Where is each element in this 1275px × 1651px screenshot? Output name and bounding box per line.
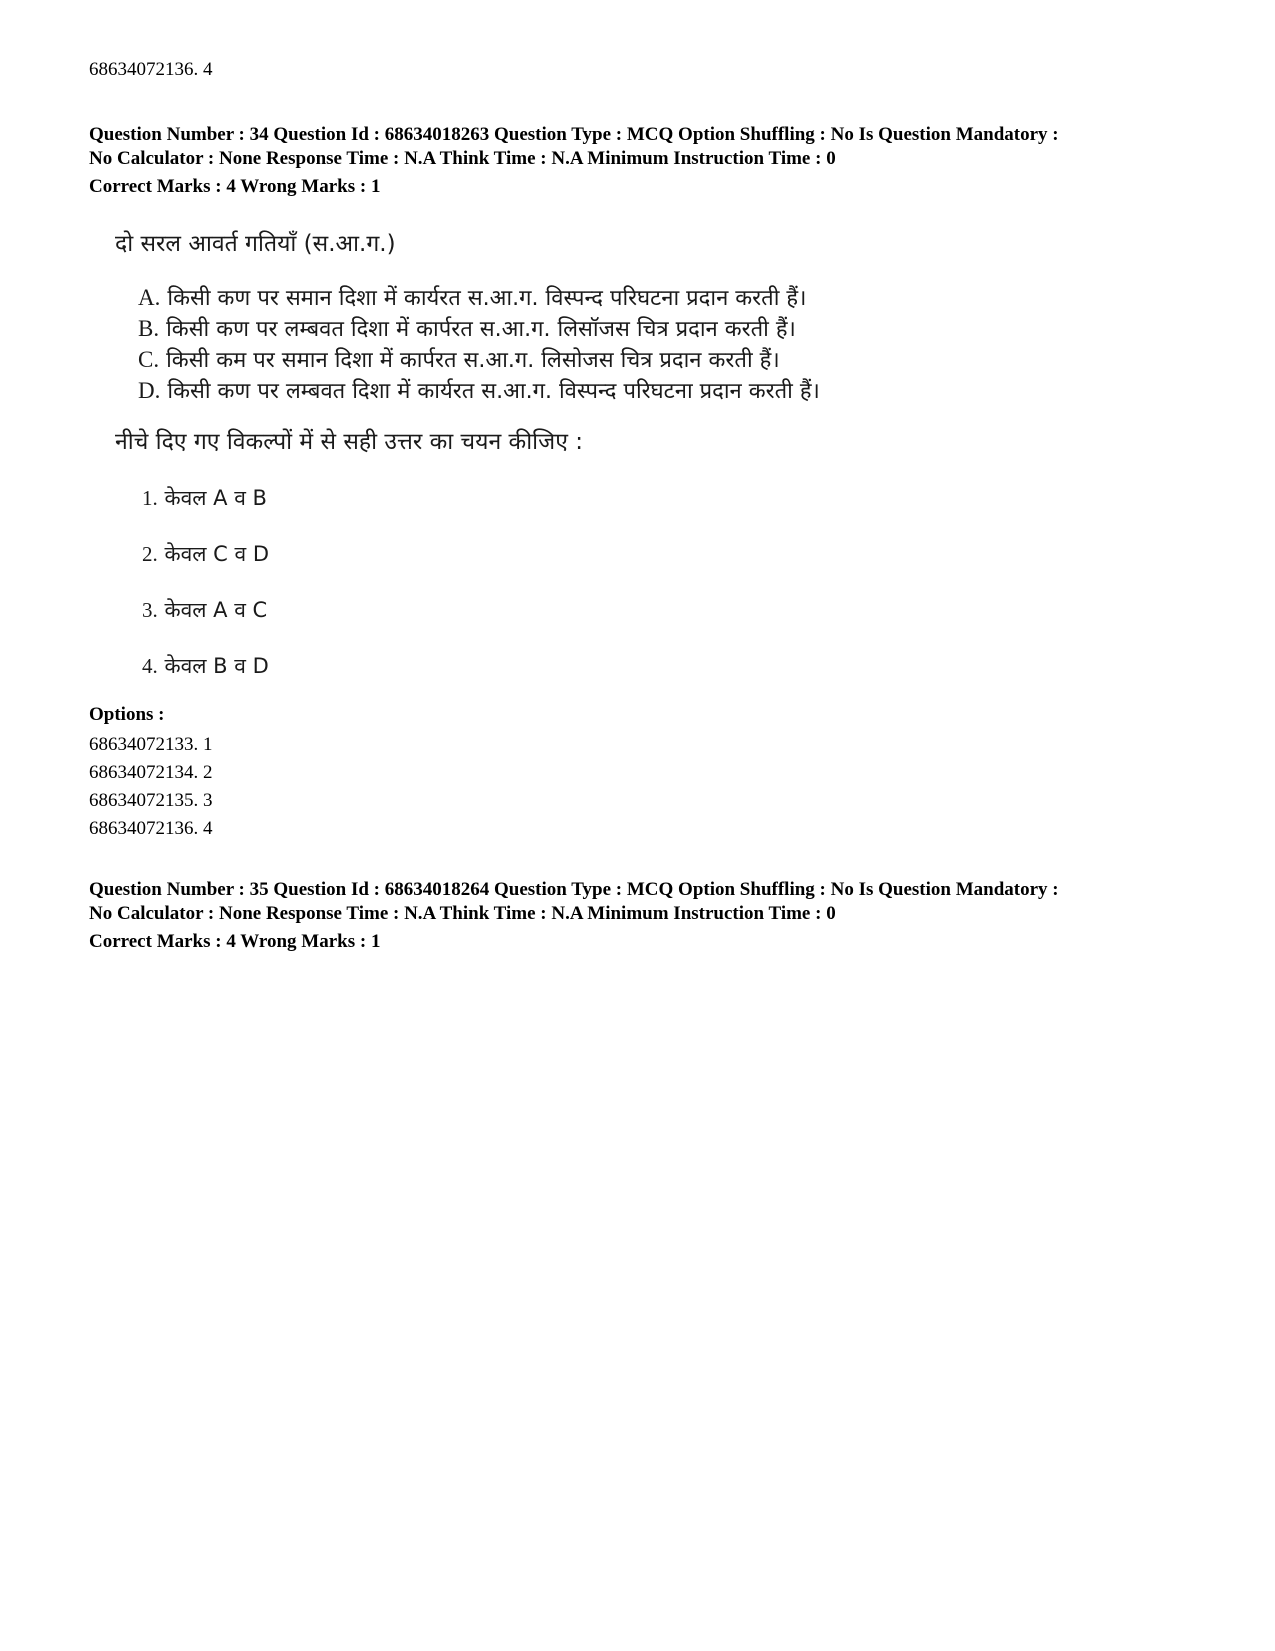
question-35-meta-line1: Question Number : 35 Question Id : 68634018264 Question Type : MCQ Option Shuffling : No Is Question Mandatory : bbox=[89, 879, 1059, 900]
question-34-marks: Correct Marks : 4 Wrong Marks : 1 bbox=[89, 176, 381, 197]
statement-c: C. किसी कम पर समान दिशा में कार्परत स.आ.ग. लिसोजस चित्र प्रदान करती हैं। bbox=[138, 347, 780, 373]
question-34-statements bbox=[138, 283, 938, 407]
choice-2: 2. केवल C व D bbox=[142, 542, 270, 566]
option-item-4: 68634072136. 4 bbox=[89, 818, 213, 839]
choice-4: 4. केवल B व D bbox=[142, 654, 269, 678]
question-35-header bbox=[89, 878, 1059, 954]
statement-b: B. किसी कण पर लम्बवत दिशा में कार्परत स.आ.ग. लिसॉजस चित्र प्रदान करती हैं। bbox=[138, 316, 796, 342]
choice-1: 1. केवल A व B bbox=[142, 486, 267, 510]
question-34-meta-line2: No Calculator : None Response Time : N.A Think Time : N.A Minimum Instruction Time : 0 bbox=[89, 148, 836, 169]
question-35-meta-line2: No Calculator : None Response Time : N.A Think Time : N.A Minimum Instruction Time : 0 bbox=[89, 903, 836, 924]
question-35-marks: Correct Marks : 4 Wrong Marks : 1 bbox=[89, 931, 381, 952]
option-item-1: 68634072133. 1 bbox=[89, 734, 213, 755]
question-34-instruction: नीचे दिए गए विकल्पों में से सही उत्तर का चयन कीजिए : bbox=[115, 429, 583, 455]
option-item-3: 68634072135. 3 bbox=[89, 790, 213, 811]
question-34-header bbox=[89, 123, 1059, 199]
statement-a: A. किसी कण पर समान दिशा में कार्यरत स.आ.ग. विस्पन्द परिघटना प्रदान करती हैं। bbox=[138, 285, 807, 311]
statement-d: D. किसी कण पर लम्बवत दिशा में कार्यरत स.आ.ग. विस्पन्द परिघटना प्रदान करती हैं। bbox=[138, 378, 820, 404]
previous-question-option: 68634072136. 4 bbox=[89, 59, 213, 80]
option-item-2: 68634072134. 2 bbox=[89, 762, 213, 783]
question-34-meta-line1: Question Number : 34 Question Id : 68634018263 Question Type : MCQ Option Shuffling : No Is Question Mandatory : bbox=[89, 124, 1059, 145]
options-label: Options : bbox=[89, 704, 165, 725]
question-34-stem: दो सरल आवर्त गतियाँ (स.आ.ग.) bbox=[115, 231, 396, 257]
options-list bbox=[89, 731, 213, 843]
choice-3: 3. केवल A व C bbox=[142, 598, 268, 622]
